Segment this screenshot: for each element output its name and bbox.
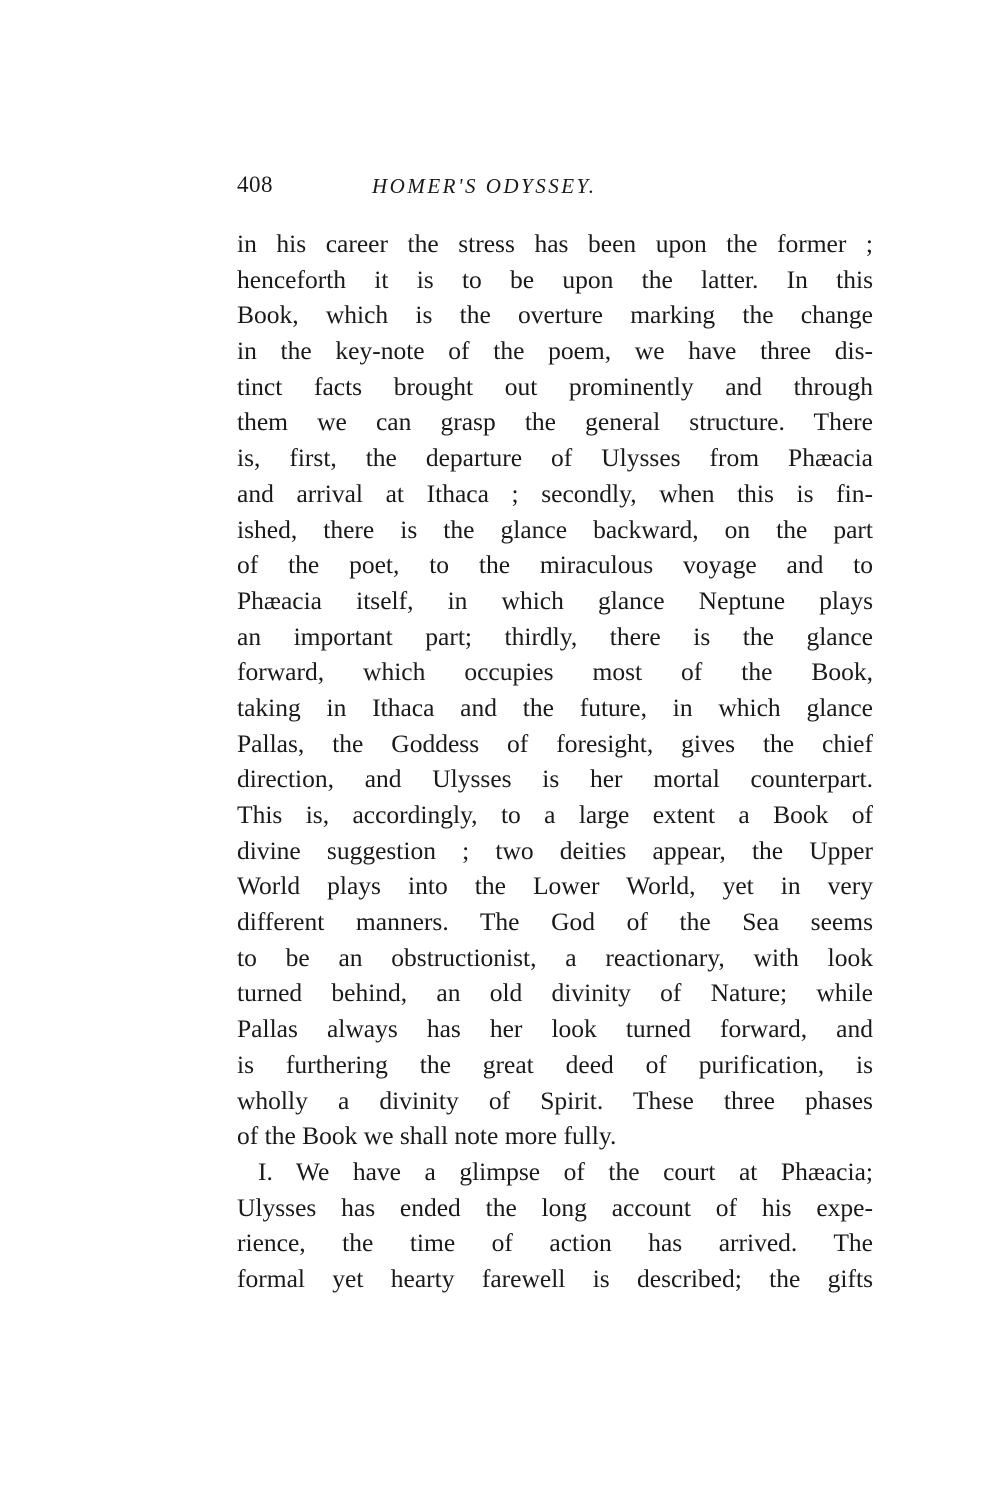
text-line: direction, and Ulysses is her mortal counterpart. — [237, 764, 873, 794]
text-line: is, first, the departure of Ulysses from Phæacia — [237, 443, 873, 473]
text-line: divine suggestion ; two deities appear, the Upper — [237, 835, 873, 865]
text-line: different manners. The God of the Sea seems — [237, 907, 873, 937]
text-line: World plays into the Lower World, yet in very — [237, 871, 873, 901]
section-start-line: I. We have a glimpse of the court at Phæacia; — [258, 1156, 873, 1186]
text-line: of the poet, to the miraculous voyage and to — [237, 550, 873, 580]
text-line: Book, which is the overture marking the change — [237, 300, 873, 330]
text-line: formal yet hearty farewell is described; the gifts — [237, 1263, 873, 1293]
running-head — [237, 172, 873, 202]
text-line: in the key-note of the poem, we have three dis- — [237, 336, 873, 366]
text-line: an important part; thirdly, there is the glance — [237, 621, 873, 651]
text-line: Pallas, the Goddess of foresight, gives the chief — [237, 728, 873, 758]
text-line: Pallas always has her look turned forward, and — [237, 1014, 873, 1044]
body-text — [237, 226, 873, 1297]
text-line: of the Book we shall note more fully. — [237, 1121, 617, 1151]
text-line: ished, there is the glance backward, on the part — [237, 514, 873, 544]
text-line: forward, which occupies most of the Book, — [237, 657, 873, 687]
text-line: henceforth it is to be upon the latter. In this — [237, 264, 873, 294]
text-line: to be an obstructionist, a reactionary, with look — [237, 942, 873, 972]
text-line: taking in Ithaca and the future, in which glance — [237, 692, 873, 722]
text-line: turned behind, an old divinity of Nature; while — [237, 978, 873, 1008]
text-line: them we can grasp the general structure. There — [237, 407, 873, 437]
page-number: 408 — [237, 172, 273, 197]
text-line: wholly a divinity of Spirit. These three phases — [237, 1085, 873, 1115]
text-line: rience, the time of action has arrived. The — [237, 1228, 873, 1258]
text-line: and arrival at Ithaca ; secondly, when this is fin- — [237, 478, 873, 508]
text-line: is furthering the great deed of purification, is — [237, 1049, 873, 1079]
text-line: tinct facts brought out prominently and through — [237, 371, 873, 401]
text-line: in his career the stress has been upon the former ; — [237, 229, 873, 258]
text-line: This is, accordingly, to a large extent a Book of — [237, 800, 873, 829]
text-line: Phæacia itself, in which glance Neptune plays — [237, 585, 873, 615]
running-title: HOMER'S ODYSSEY. — [372, 174, 597, 198]
text-line: Ulysses has ended the long account of his expe- — [237, 1192, 873, 1222]
